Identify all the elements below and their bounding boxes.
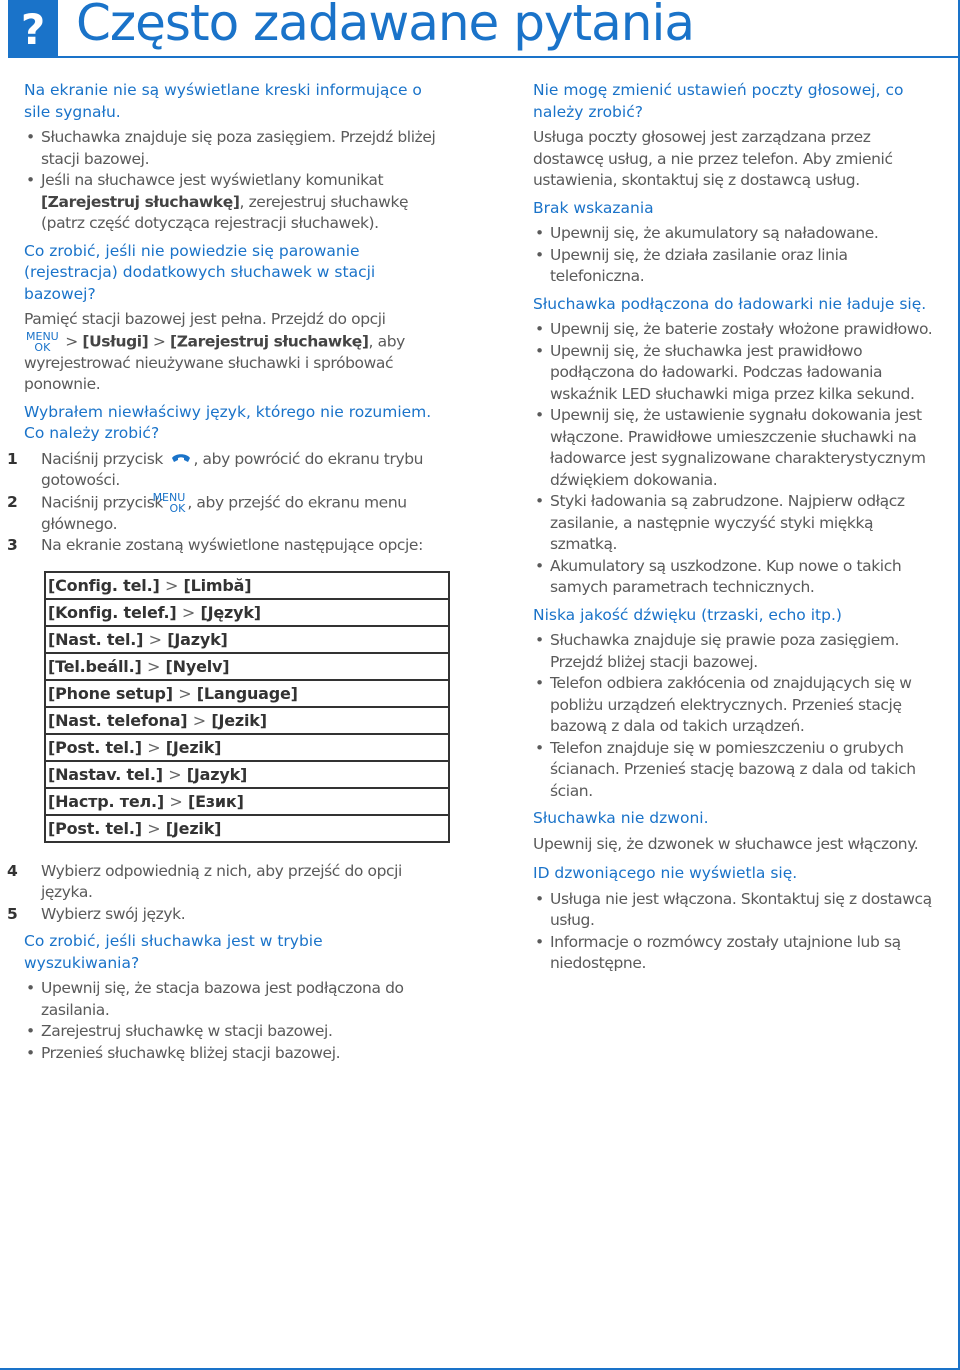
- language-label: [Език]: [187, 791, 244, 811]
- faq-title: Na ekranie nie są wyświetlane kreski informujące o sile sygnału.: [24, 81, 422, 121]
- list-item: • Informacje o rozmówcy zostały utajnione lub są niedostępne.: [533, 932, 943, 975]
- faq-answer: Upewnij się, że dzwonek w słuchawce jest włączony.: [533, 834, 919, 853]
- option-row: [45, 734, 449, 761]
- option-cell: [Nastav. tel.] > [Jazyk]: [45, 761, 449, 788]
- list-item: • Upewnij się, że ustawienie sygnału dokowania jest włączone. Prawidłowe umieszczenie słuchawki na ładowarce jest sygnalizowane charakterystycznym dźwiękiem dokowania.: [533, 405, 943, 491]
- option-cell: [Konfig. telef.] > [Język]: [45, 599, 449, 626]
- faq-no-display: [533, 198, 943, 288]
- faq-title: Niska jakość dźwięku (trzaski, echo itp.): [533, 605, 842, 624]
- step: 4 Wybierz odpowiednią z nich, aby przejść do opcji języka.: [7, 861, 402, 901]
- language-label: [Limbă]: [183, 575, 252, 595]
- menu-option: [Zarejestruj słuchawkę]: [170, 332, 369, 350]
- page-header: [0, 0, 960, 58]
- list-item: • Styki ładowania są zabrudzone. Najpierw odłącz zasilanie, a następnie wyczyść styki miękką szmatką.: [533, 491, 943, 556]
- step: 3 Na ekranie zostaną wyświetlone następujące opcje:: [7, 536, 423, 554]
- list-item: • Słuchawka znajduje się prawie poza zasięgiem. Przejdź bliżej stacji bazowej.: [533, 630, 943, 673]
- option-cell: [Nast. tel.] > [Jazyk]: [45, 626, 449, 653]
- end-call-icon: [171, 452, 191, 466]
- option-cell: [Phone setup] > [Language]: [45, 680, 449, 707]
- right-column: [533, 80, 943, 981]
- faq-voicemail: [533, 80, 943, 192]
- option-cell: [Настр. тел.] > [Език]: [45, 788, 449, 815]
- list-item: • Jeśli na słuchawce jest wyświetlany komunikat [Zarejestruj słuchawkę], zerejestruj słuchawkę (patrz część dotycząca rejestracji słuchawek).: [24, 170, 436, 235]
- faq-title: Nie mogę zmienić ustawień poczty głosowej, co należy zrobić?: [533, 81, 904, 121]
- list-item: • Zarejestruj słuchawkę w stacji bazowej.: [24, 1021, 436, 1043]
- phone-setup-label: [Nast. telefona]: [48, 710, 188, 730]
- faq-title: Słuchawka nie dzwoni.: [533, 809, 709, 827]
- language-label: [Jezik]: [211, 710, 267, 730]
- bullet-list: [533, 630, 943, 802]
- language-label: [Jezik]: [165, 737, 222, 757]
- language-label: [Language]: [196, 683, 298, 703]
- faq-title: Co należy zrobić?: [24, 424, 160, 442]
- language-label: [Nyelv]: [165, 656, 230, 676]
- option-row: [45, 653, 449, 680]
- bullet-list: [24, 127, 436, 235]
- faq-pairing: [24, 241, 436, 396]
- list-item: • Akumulatory są uszkodzone. Kup nowe o takich samych parametrach technicznych.: [533, 556, 943, 599]
- option-cell: [Post. tel.] > [Jezik]: [45, 734, 449, 761]
- language-label: [Jazyk]: [167, 629, 228, 649]
- faq-title: Co zrobić, jeśli nie powiedzie się parowanie (rejestracja) dodatkowych słuchawek w stacji bazowej?: [24, 241, 376, 303]
- option-cell: [Tel.beáll.] > [Nyelv]: [45, 653, 449, 680]
- phone-setup-label: [Tel.beáll.]: [48, 656, 142, 676]
- option-row: [45, 815, 449, 842]
- step: 5 Wybierz swój język.: [7, 904, 186, 923]
- list-item: • Upewnij się, że stacja bazowa jest podłączona do zasilania.: [24, 978, 436, 1021]
- language-options-table: [44, 571, 450, 843]
- language-label: [Jezik]: [165, 818, 222, 838]
- faq-title: Wybrałem niewłaściwy język, którego nie rozumiem.: [24, 402, 432, 421]
- list-item: • Upewnij się, że słuchawka jest prawidłowo podłączona do ładowarki. Podczas ładowania wskaźnik LED słuchawki miga przez kilka sekund.: [533, 341, 943, 406]
- header-divider: [58, 56, 960, 58]
- faq-answer: Usługa poczty głosowej jest zarządzana przez dostawcę usług, a nie przez telefon. Aby zmienić ustawienia, skontaktuj się z dostawcą usług.: [533, 128, 893, 189]
- option-row: [45, 788, 449, 815]
- faq-wrong-language: [7, 402, 436, 926]
- step: 1 Naciśnij przycisk , aby powrócić do ekranu trybu gotowości.: [7, 449, 424, 489]
- faq-sound-quality: [533, 605, 943, 803]
- list-item: • Przenieś słuchawkę bliżej stacji bazowej.: [24, 1043, 436, 1065]
- option-row: [45, 626, 449, 653]
- option-cell: [Nast. telefona] > [Jezik]: [45, 707, 449, 734]
- list-item: • Upewnij się, że baterie zostały włożone prawidłowo.: [533, 319, 943, 341]
- list-item: • Telefon odbiera zakłócenia od znajdujących się w pobliżu urządzeń elektrycznych. Przenieś stację bazową z dala od takich urządzeń.: [533, 673, 943, 738]
- faq-title: Co zrobić, jeśli słuchawka jest w trybie wyszukiwania?: [24, 932, 323, 972]
- faq-not-charging: [533, 294, 943, 599]
- option-row: [45, 680, 449, 707]
- faq-title: Brak wskazania: [533, 198, 654, 217]
- bullet-list: [533, 223, 943, 288]
- faq-signal-bars: [24, 80, 436, 235]
- list-item: • Upewnij się, że działa zasilanie oraz linia telefoniczna.: [533, 245, 943, 288]
- option-row: [45, 572, 449, 599]
- phone-setup-label: [Настр. тел.]: [48, 791, 164, 811]
- option-row: [45, 599, 449, 626]
- list-item: • Telefon znajduje się w pomieszczeniu o grubych ścianach. Przenieś stację bazową z dala od takich ścian.: [533, 738, 943, 803]
- list-item: • Słuchawka znajduje się poza zasięgiem. Przejdź bliżej stacji bazowej.: [24, 127, 436, 170]
- option-row: [45, 761, 449, 788]
- phone-setup-label: [Post. tel.]: [48, 737, 142, 757]
- phone-setup-label: [Konfig. telef.]: [48, 602, 177, 622]
- bullet-list: [533, 889, 943, 975]
- language-label: [Jazyk]: [186, 764, 248, 784]
- language-label: [Język]: [200, 602, 261, 622]
- faq-answer: Pamięć stacji bazowej jest pełna. Przejdź do opcji MENU OK > [Usługi] > [Zarejestruj słuchawkę], aby wyrejestrować nieużywane słuchawki i spróbować ponownie.: [24, 310, 405, 393]
- menu-option: [Usługi]: [82, 332, 149, 350]
- phone-setup-label: [Post. tel.]: [48, 818, 142, 838]
- question-mark-icon: ?: [8, 0, 58, 58]
- faq-caller-id: [533, 863, 943, 975]
- phone-setup-label: [Phone setup]: [48, 683, 173, 703]
- menu-option: [Zarejestruj słuchawkę]: [41, 192, 240, 211]
- bullet-list: [533, 319, 943, 599]
- phone-setup-label: [Nast. tel.]: [48, 629, 144, 649]
- phone-setup-label: [Config. tel.]: [48, 575, 160, 595]
- page-title: Często zadawane pytania: [76, 0, 694, 52]
- faq-title: ID dzwoniącego nie wyświetla się.: [533, 864, 798, 882]
- menu-ok-icon: MENU OK: [26, 329, 59, 354]
- faq-no-ring: [533, 808, 943, 855]
- faq-searching: [24, 931, 436, 1064]
- menu-ok-icon: MENU OK: [152, 490, 186, 515]
- left-column: [7, 80, 436, 1070]
- list-item: • Upewnij się, że akumulatory są naładowane.: [533, 223, 943, 245]
- option-cell: [Config. tel.] > [Limbă]: [45, 572, 449, 599]
- list-item: • Usługa nie jest włączona. Skontaktuj się z dostawcą usług.: [533, 889, 943, 932]
- option-cell: [Post. tel.] > [Jezik]: [45, 815, 449, 842]
- option-row: [45, 707, 449, 734]
- faq-title: Słuchawka podłączona do ładowarki nie ładuje się.: [533, 294, 927, 313]
- step: 2 Naciśnij przycisk MENU OK , aby przejść do ekranu menu głównego.: [7, 490, 407, 533]
- bullet-list: [24, 978, 436, 1064]
- phone-setup-label: [Nastav. tel.]: [48, 764, 163, 784]
